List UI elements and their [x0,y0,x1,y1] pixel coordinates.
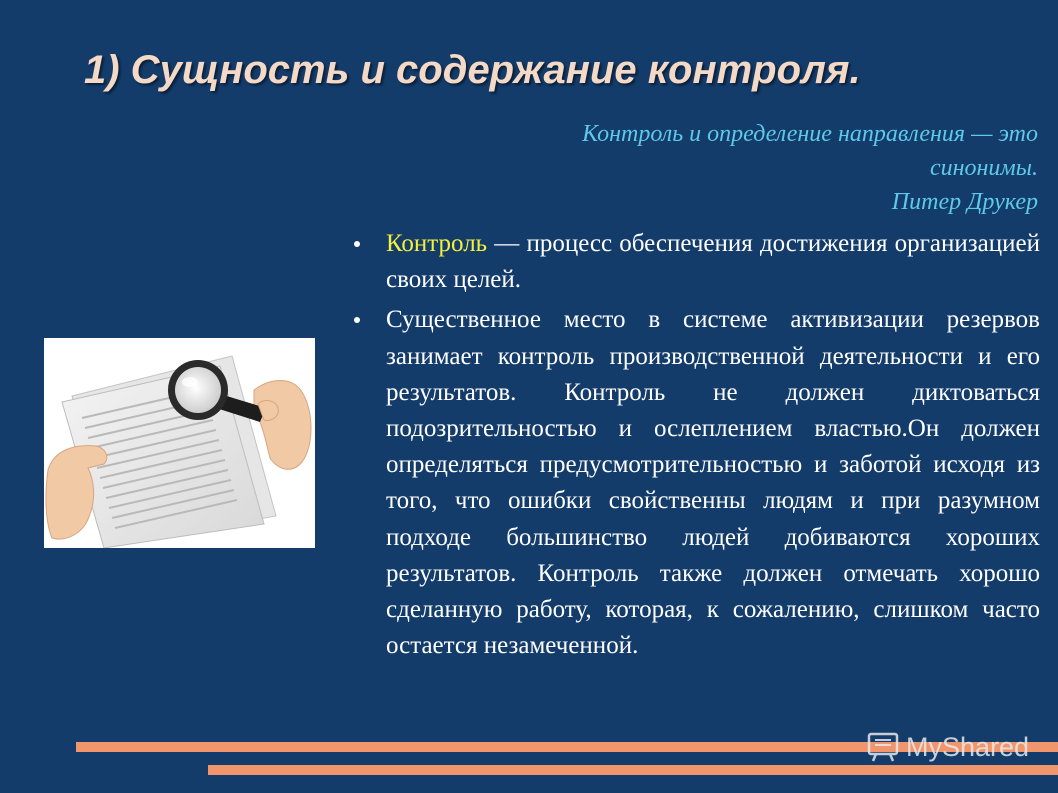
bullet-text: — процесс обеспечения достижения организацией своих целей. [386,230,1040,294]
bullet-list [350,226,1040,664]
watermark [866,730,1029,764]
bullet-dot-icon [354,241,360,247]
bullet-term: Контроль [386,230,488,257]
watermark-text: MyShared [906,731,1030,762]
bullet-item-importance [350,302,1040,664]
accent-bar-bottom [208,765,1058,775]
magnifier-illustration [44,338,315,548]
magnifier-document-image [44,338,315,548]
slide-title: 1) Сущность и содержание контроля. [84,48,861,92]
quote-line-2: синонимы. [929,155,1038,181]
bullet-dot-icon [354,317,360,323]
epigraph-quote [398,117,1038,219]
watermark-logo-icon [866,730,900,764]
bullet-item-definition [350,226,1040,298]
bullet-text: Существенное место в системе активизации резервов занимает контроль производственной деятельности и его результатов. Контроль не должен диктоваться подозрительностью и ослеплением властью.Он должен определяться предусмотрительностью и заботой исходя из того, что ошибки свойственны людям и при разумном подходе большинство людей добиваются хороших результатов. Контроль также должен отмечать хорошо сделанную работу, которая, к сожалению, слишком часто остается незамеченной. [386,306,1040,660]
quote-line-1: Контроль и определение направления — это [582,121,1038,147]
quote-author: Питер Друкер [891,189,1038,215]
